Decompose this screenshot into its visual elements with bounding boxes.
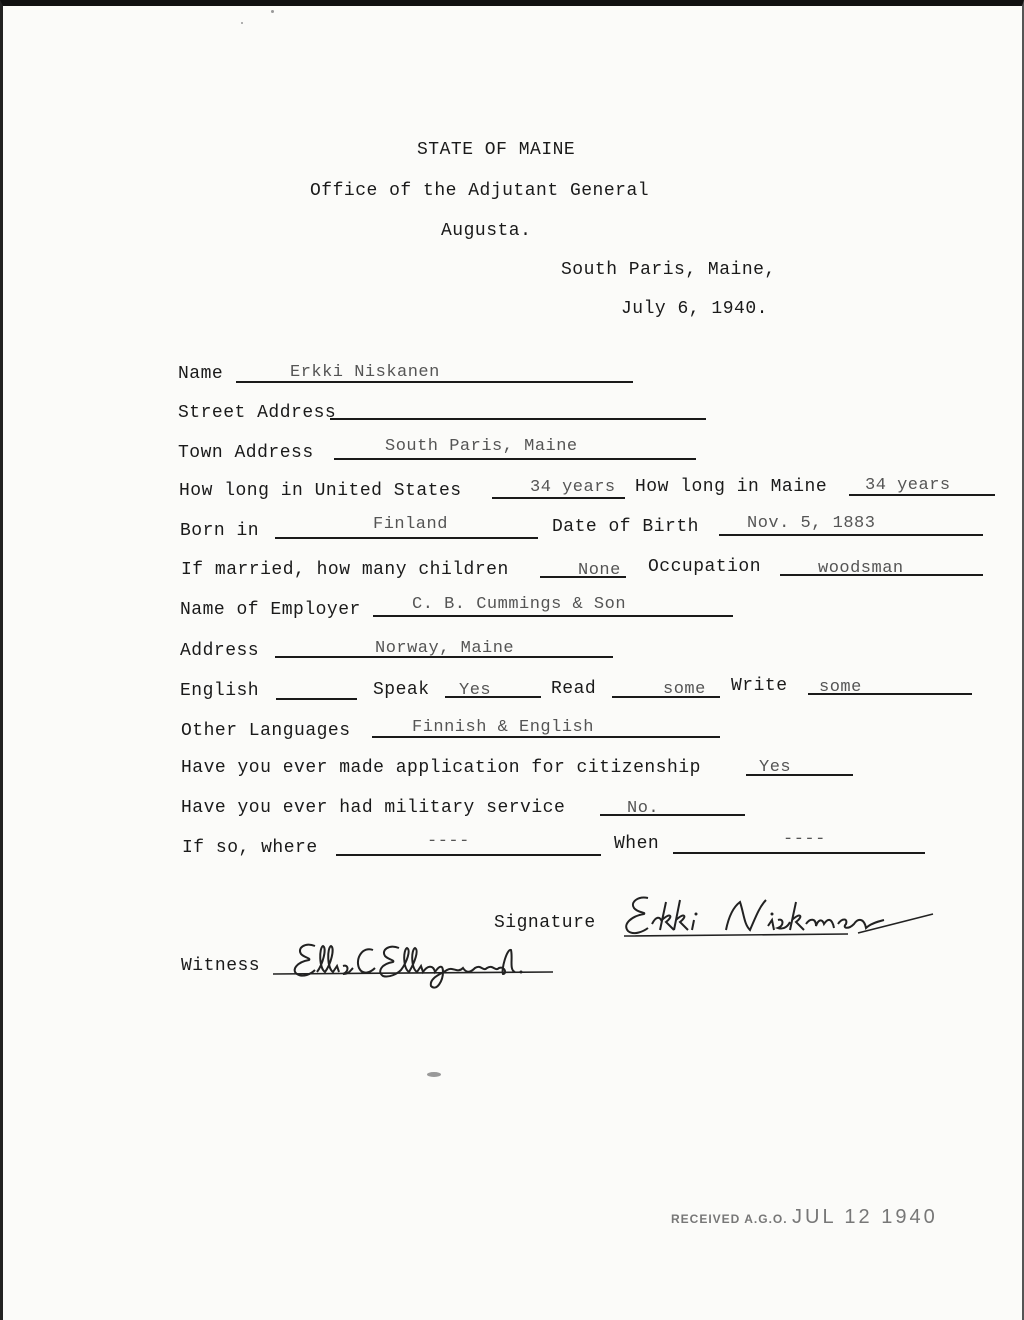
- signature-handwriting: [608, 886, 938, 946]
- received-stamp-label: RECEIVED A.G.O.: [671, 1212, 788, 1226]
- employer-label: Name of Employer: [180, 600, 361, 620]
- dob-line: [719, 534, 983, 536]
- children-label: If married, how many children: [181, 560, 509, 580]
- signature-label: Signature: [494, 913, 596, 933]
- address-label: Address: [180, 641, 260, 661]
- street-line: [330, 418, 706, 420]
- paper-speck: [241, 22, 243, 24]
- where-line: [336, 854, 601, 856]
- citizenship-label: Have you ever made application for citizenship: [181, 758, 701, 778]
- address-value: Norway, Maine: [375, 639, 515, 658]
- street-label: Street Address: [178, 403, 337, 423]
- born-line: [275, 537, 538, 539]
- military-label: Have you ever had military service: [181, 798, 566, 818]
- us-years-label: How long in United States: [179, 481, 462, 501]
- town-label: Town Address: [178, 443, 314, 463]
- city-heading: Augusta.: [441, 221, 532, 241]
- maine-years-value: 34 years: [865, 476, 951, 495]
- paper-speck: [271, 10, 274, 13]
- name-value: Erkki Niskanen: [290, 363, 440, 382]
- employer-value: C. B. Cummings & Son: [412, 595, 627, 614]
- military-line: [600, 814, 745, 816]
- town-value: South Paris, Maine: [385, 437, 578, 456]
- other-languages-label: Other Languages: [181, 721, 351, 741]
- other-languages-value: Finnish & English: [412, 718, 594, 737]
- occupation-value: woodsman: [818, 559, 904, 578]
- born-value: Finland: [373, 515, 448, 534]
- children-value: None: [578, 561, 621, 580]
- witness-label: Witness: [181, 956, 261, 976]
- military-value: No.: [627, 799, 660, 818]
- where-label: If so, where: [182, 838, 318, 858]
- read-value: some: [663, 680, 706, 699]
- received-stamp: [671, 1206, 938, 1229]
- witness-handwriting: [271, 934, 561, 994]
- date-line: July 6, 1940.: [621, 299, 768, 319]
- write-value: some: [819, 678, 862, 697]
- citizenship-value: Yes: [759, 758, 792, 777]
- employer-line: [373, 615, 733, 617]
- name-label: Name: [178, 364, 224, 384]
- maine-years-label: How long in Maine: [635, 477, 828, 497]
- where-value: ----: [427, 832, 470, 851]
- office-heading: Office of the Adjutant General: [310, 181, 650, 201]
- town-line: [334, 458, 696, 460]
- when-label: When: [614, 834, 660, 854]
- dob-label: Date of Birth: [552, 517, 699, 537]
- english-label: English: [180, 681, 260, 701]
- us-years-line: [492, 497, 625, 499]
- when-value: ----: [783, 830, 826, 849]
- received-stamp-date: JUL 12 1940: [792, 1206, 938, 1228]
- state-heading: STATE OF MAINE: [417, 140, 576, 160]
- english-line: [276, 698, 357, 700]
- write-label: Write: [731, 676, 788, 696]
- dob-value: Nov. 5, 1883: [747, 514, 876, 533]
- when-line: [673, 852, 925, 854]
- paper-speck: [427, 1072, 441, 1077]
- place-line: South Paris, Maine,: [561, 260, 776, 280]
- witness-text: Ellis C Ellingwood.: [271, 934, 283, 935]
- signature-text: Erkki Niskanen: [608, 886, 617, 887]
- speak-label: Speak: [373, 680, 430, 700]
- us-years-value: 34 years: [530, 478, 616, 497]
- born-label: Born in: [180, 521, 260, 541]
- read-label: Read: [551, 679, 597, 699]
- occupation-label: Occupation: [648, 557, 762, 577]
- speak-value: Yes: [459, 681, 492, 700]
